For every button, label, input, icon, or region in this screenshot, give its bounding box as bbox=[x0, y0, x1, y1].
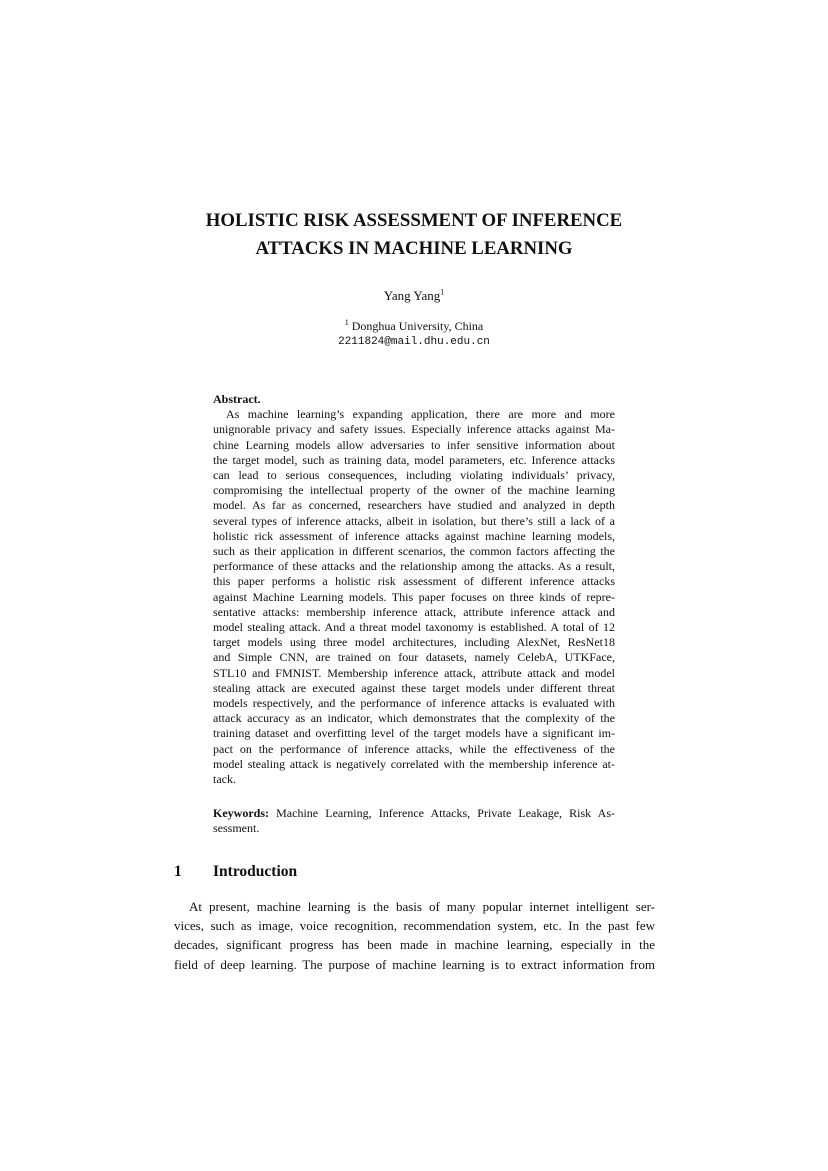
paper-title bbox=[150, 207, 678, 263]
abstract-line: holistic rick assessment of inference attacks against machine learning models, bbox=[213, 528, 615, 543]
author bbox=[0, 287, 828, 305]
abstract-line: performance of these attacks and the relationship among the attacks. As a result, bbox=[213, 559, 615, 574]
author-name: Yang Yang bbox=[383, 288, 441, 303]
keywords-line bbox=[213, 806, 615, 821]
keywords bbox=[213, 806, 615, 836]
section-number: 1 bbox=[174, 863, 182, 880]
abstract-line: model stealing attack. And a threat model taxonomy is established. A total of 12 bbox=[213, 620, 615, 635]
intro-line: vices, such as image, voice recognition, recommendation system, etc. In the past few bbox=[174, 918, 655, 934]
author-affiliation-mark: 1 bbox=[440, 287, 445, 297]
intro-line: field of deep learning. The purpose of machine learning is to extract information from bbox=[174, 956, 655, 972]
abstract-body bbox=[213, 407, 615, 787]
abstract-line: tack. bbox=[213, 772, 236, 787]
abstract-line: chine Learning models allow adversaries to infer sensitive information about bbox=[213, 437, 615, 452]
title-line: HOLISTIC RISK ASSESSMENT OF INFERENCE bbox=[205, 210, 623, 231]
abstract-line: model. As far as concerned, researchers have studied and analyzed in depth bbox=[213, 498, 615, 513]
author-email: 2211824@mail.dhu.edu.cn bbox=[338, 336, 490, 348]
abstract-line: training dataset and overfitting level of the target models have a significant im- bbox=[213, 726, 615, 741]
abstract-line: stealing attack are executed against these target models under different threat bbox=[213, 680, 615, 695]
intro-line: decades, significant progress has been made in machine learning, especially in the bbox=[174, 937, 655, 953]
abstract-line: several types of inference attacks, albeit in isolation, but there’s still a lack of a bbox=[213, 513, 615, 528]
keywords-label: Keywords: bbox=[213, 806, 269, 820]
abstract-line: sentative attacks: membership inference attack, attribute inference attack and bbox=[213, 604, 615, 619]
abstract-line: STL10 and FMNIST. Membership inference attack, attribute attack and model bbox=[213, 665, 615, 680]
abstract-line: such as their application in different scenarios, the common factors affecting the bbox=[213, 544, 615, 559]
section-title: Introduction bbox=[213, 863, 298, 880]
abstract-line: target models using three model architectures, including AlexNet, ResNet18 bbox=[213, 635, 615, 650]
abstract-line: pact on the performance of inference attacks, while the effectiveness of the bbox=[213, 741, 615, 756]
affiliation bbox=[0, 318, 828, 350]
abstract-line: the target model, such as training data, model parameters, etc. Inference attacks bbox=[213, 452, 615, 467]
abstract-line: model stealing attack is negatively correlated with the membership inference at- bbox=[213, 756, 615, 771]
abstract bbox=[213, 392, 615, 787]
abstract-heading: Abstract. bbox=[213, 392, 261, 406]
intro-line: At present, machine learning is the basis of many popular internet intelligent ser- bbox=[189, 899, 655, 914]
abstract-line: can lead to serious consequences, including violating individuals’ privacy, bbox=[213, 468, 615, 483]
title-line: ATTACKS IN MACHINE LEARNING bbox=[255, 238, 573, 259]
affiliation-mark: 1 bbox=[344, 318, 349, 327]
abstract-line: compromising the intellectual property of the owner of the machine learning bbox=[213, 483, 615, 498]
introduction-paragraph bbox=[174, 897, 655, 974]
abstract-line: unignorable privacy and safety issues. Especially inference attacks against Ma- bbox=[213, 422, 615, 437]
keywords-line: sessment. bbox=[213, 821, 260, 836]
abstract-line: As machine learning’s expanding application, there are more and more bbox=[226, 407, 615, 422]
abstract-line: and Simple CNN, are trained on four datasets, namely CelebA, UTKFace, bbox=[213, 650, 615, 665]
abstract-line: this paper performs a holistic risk assessment of different inference attacks bbox=[213, 574, 615, 589]
abstract-line: attack accuracy as an indicator, which demonstrates that the complexity of the bbox=[213, 711, 615, 726]
keywords-text: Machine Learning, Inference Attacks, Private Leakage, Risk As- bbox=[269, 806, 615, 820]
abstract-line: models respectively, and the performance of inference attacks is evaluated with bbox=[213, 696, 615, 711]
abstract-line: against Machine Learning models. This paper focuses on three kinds of repre- bbox=[213, 589, 615, 604]
affiliation-text: Donghua University, China bbox=[348, 319, 484, 333]
section-heading bbox=[174, 862, 297, 882]
